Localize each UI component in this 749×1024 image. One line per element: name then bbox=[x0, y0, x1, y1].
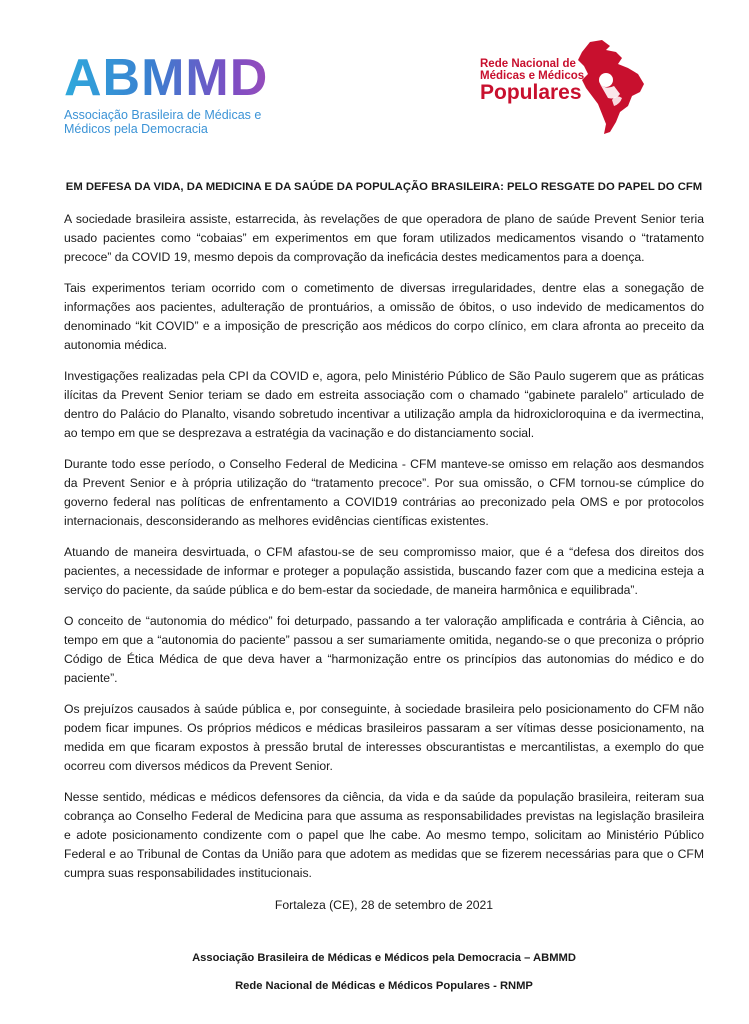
paragraph: Atuando de maneira desvirtuada, o CFM afastou-se de seu compromisso maior, que é a “defesa dos direitos dos pacientes, a necessidade de informar e proteger a população assistida, buscando fazer com que a medicina esteja a serviço do paciente, da saúde pública e do bem-estar da sociedade, de maneira harmônica e equilibrada”. bbox=[64, 545, 704, 597]
abmmd-logo-subtitle bbox=[64, 108, 284, 136]
rnmp-logo-line2: Médicas e Médicos bbox=[480, 70, 585, 82]
paragraph: A sociedade brasileira assiste, estarrecida, às revelações de que operadora de plano de saúde Prevent Senior teria usado pacientes como “cobaias” em experimentos em que foram utilizados medicamentos visando o “tratamento precoce” da COVID 19, mesmo depois da comprovação da ineficácia destes medicamentos para a doença. bbox=[64, 212, 704, 264]
document-body bbox=[64, 180, 704, 1007]
paragraph: Investigações realizadas pela CPI da COVID e, agora, pelo Ministério Público de São Paulo sugerem que as práticas ilícitas da Prevent Senior teriam se dado em estreita associação com o chamado “gabinete paralelo” articulado de dentro do Palácio do Planalto, visando sobretudo incentivar a utilização ampla da hidroxicloroquina e da ivermectina, ao tempo em que se desprezava a estratégia da vacinação e do distanciamento social. bbox=[64, 369, 704, 440]
date-line: Fortaleza (CE), 28 de setembro de 2021 bbox=[274, 898, 494, 912]
rnmp-logo-line1: Rede Nacional de bbox=[480, 58, 576, 70]
paragraph: O conceito de “autonomia do médico” foi deturpado, passando a ter valoração amplificada e contrária à Ciência, ao tempo em que a “autonomia do paciente” passou a ser sumariamente omitida, negando-se o que preconiza o próprio Código de Ética Médica de que deva haver a “harmonização entre os princípios das autonomias do médico e do paciente”. bbox=[64, 614, 704, 685]
rnmp-logo-text bbox=[480, 58, 584, 104]
abmmd-logo-word: ABMMD bbox=[64, 52, 284, 104]
letterhead bbox=[0, 0, 749, 150]
paragraph: Tais experimentos teriam ocorrido com o cometimento de diversas irregularidades, dentre elas a sonegação de informações aos pacientes, adulteração de prontuários, a omissão de óbitos, o uso indevido de medicamentos do denominado “kit COVID” e a imposição de prescrição aos médicos do corpo clínico, em clara afronta ao preceito da autonomia médica. bbox=[64, 281, 704, 352]
abmmd-logo-subtitle-line2: Médicos pela Democracia bbox=[64, 122, 208, 136]
paragraph: Nesse sentido, médicas e médicos defensores da ciência, da vida e da saúde da população brasileira, reiteram sua cobrança ao Conselho Federal de Medicina para que assuma as responsabilidades previstas na legislação brasileira e adote posicionamento condizente com o papel que lhe cabe. Ao mesmo tempo, solicitam ao Ministério Público Federal e ao Tribunal de Contas da União para que adotem as medidas que se fizerem necessárias para que o CFM cumpra suas responsabilidades institucionais. bbox=[64, 790, 704, 880]
signatory-rnmp: Rede Nacional de Médicas e Médicos Populares - RNMP bbox=[235, 980, 533, 992]
rnmp-logo bbox=[480, 40, 650, 135]
paragraph: Os prejuízos causados à saúde pública e, por conseguinte, à sociedade brasileira pelo posicionamento do CFM não podem ficar impunes. Os próprios médicos e médicas brasileiros passaram a ser vítimas desse posicionamento, na medida em que ficaram expostos à pressão brutal de interesses obscurantistas e mercantilistas, a exemplo do que ocorreu com diversos médicos da Prevent Senior. bbox=[64, 702, 704, 773]
abmmd-logo-subtitle-line1: Associação Brasileira de Médicas e bbox=[64, 108, 262, 122]
signatory-abmmd: Associação Brasileira de Médicas e Médicos pela Democracia – ABMMD bbox=[192, 952, 576, 964]
document-title: EM DEFESA DA VIDA, DA MEDICINA E DA SAÚDE DA POPULAÇÃO BRASILEIRA: PELO RESGATE DO PAPEL DO CFM bbox=[65, 181, 703, 193]
paragraph: Durante todo esse período, o Conselho Federal de Medicina - CFM manteve-se omisso em relação aos desmandos da Prevent Senior e à própria utilização do “tratamento precoce”. Por sua omissão, o CFM tornou-se cúmplice do governo federal nas políticas de enfrentamento a COVID19 contrárias ao preconizado pela OMS e por protocolos internacionais, desconsiderando as melhores evidências científicas existentes. bbox=[64, 457, 704, 528]
abmmd-logo bbox=[64, 49, 284, 136]
rnmp-logo-line3: Populares bbox=[480, 81, 582, 104]
